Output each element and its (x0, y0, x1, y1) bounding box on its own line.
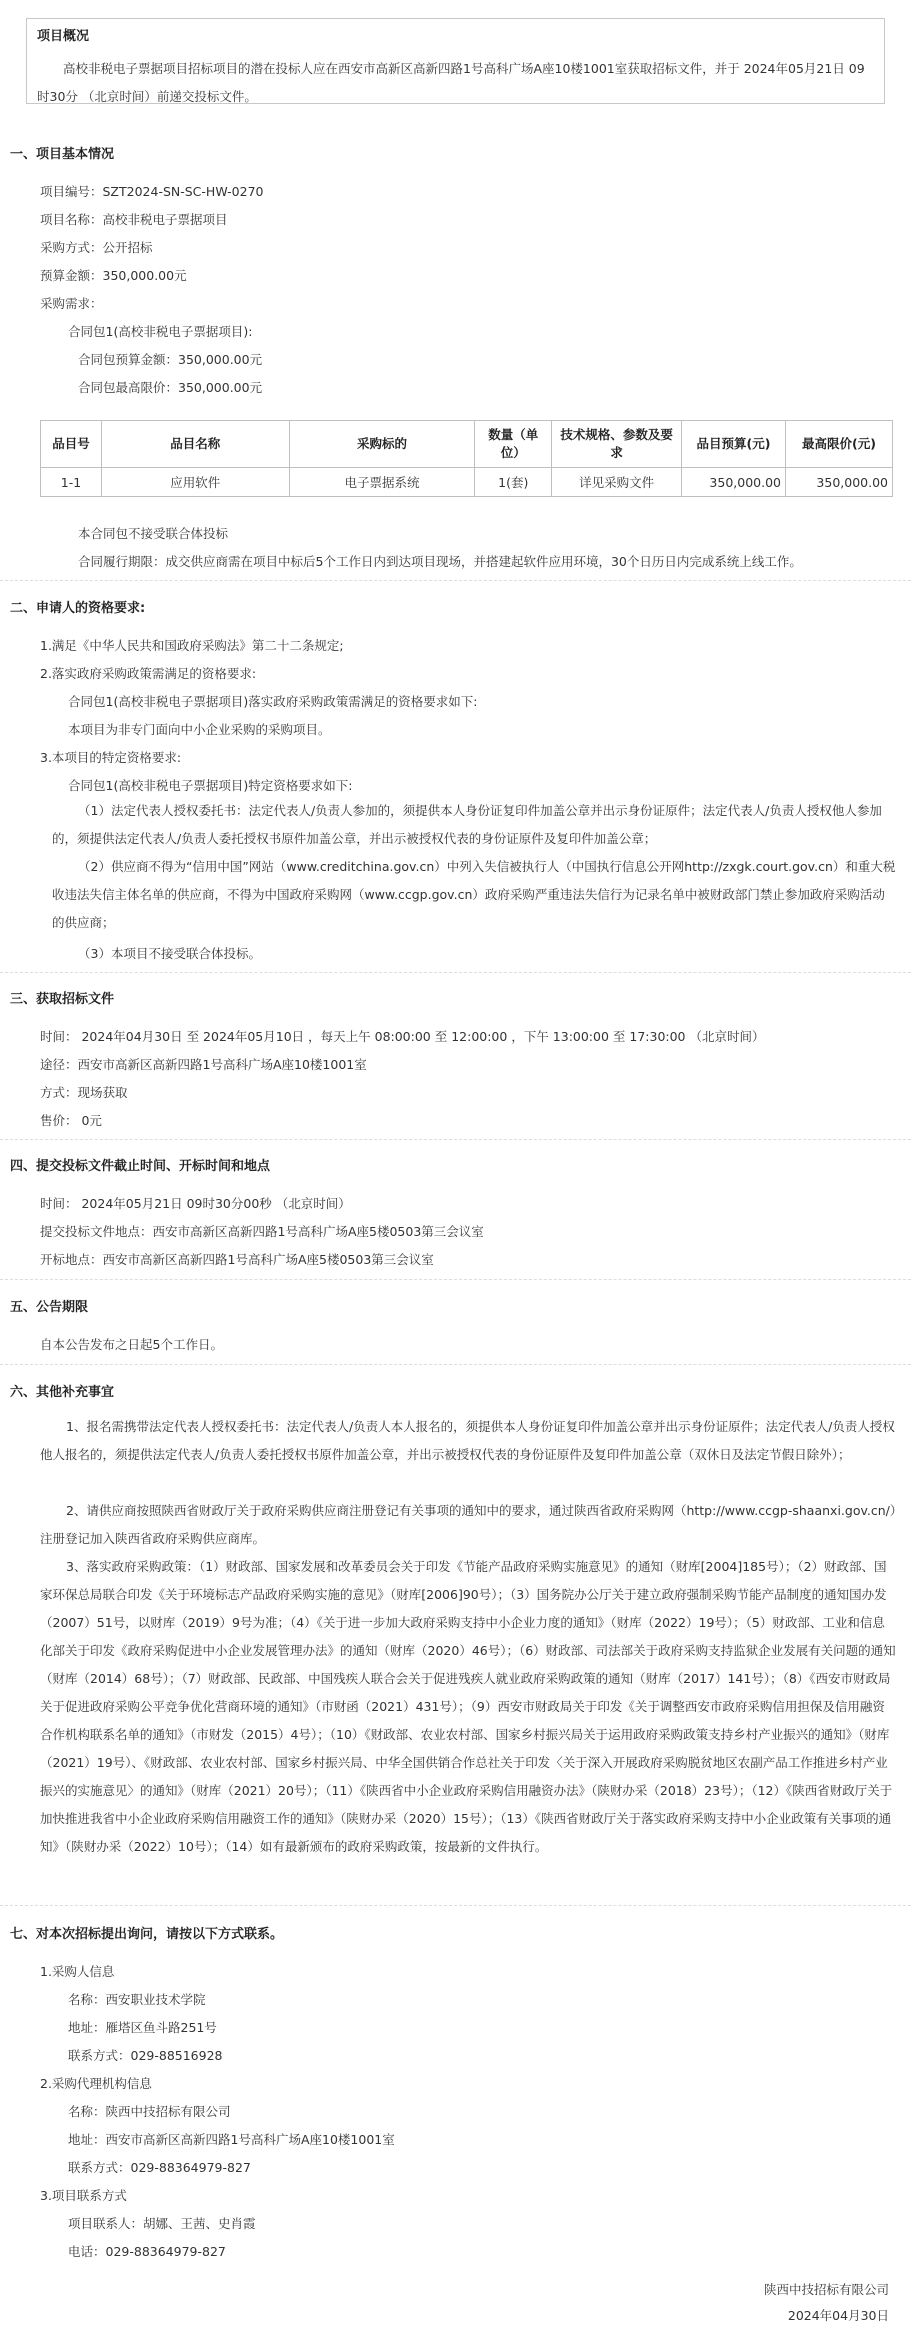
qualification-1: 1.满足《中华人民共和国政府采购法》第二十二条规定; (40, 638, 344, 653)
cell-max-price: 350,000.00 (786, 468, 893, 497)
qualification-2-package: 合同包1(高校非税电子票据项目)落实政府采购政策需满足的资格要求如下: (68, 694, 478, 709)
agent-address: 地址：西安市高新区高新四路1号高科广场A座10楼1001室 (68, 2132, 395, 2147)
purchaser-phone: 联系方式：029-88516928 (68, 2048, 223, 2063)
agent-title: 2.采购代理机构信息 (40, 2076, 152, 2091)
col-header-item-budget: 品目预算(元) (682, 421, 786, 468)
obtain-place: 途径：西安市高新区高新四路1号高科广场A座10楼1001室 (40, 1057, 367, 1072)
section-6-heading: 六、其他补充事宜 (10, 1385, 115, 1400)
col-header-subject: 采购标的 (289, 421, 475, 468)
cell-item-name: 应用软件 (101, 468, 289, 497)
table-row (41, 468, 893, 497)
agent-name: 名称：陕西中技招标有限公司 (68, 2104, 231, 2119)
col-header-specs: 技术规格、参数及要求 (552, 421, 682, 468)
agent-phone: 联系方式：029-88364979-827 (68, 2160, 251, 2175)
section-divider (0, 972, 911, 973)
cell-quantity: 1(套) (475, 468, 552, 497)
contract-package: 合同包1(高校非税电子票据项目): (68, 324, 253, 339)
cell-specs: 详见采购文件 (552, 468, 682, 497)
signature-date: 2024年04月30日 (787, 2308, 889, 2323)
obtain-method: 方式：现场获取 (40, 1085, 128, 1100)
contact-title: 3.项目联系方式 (40, 2188, 127, 2203)
project-name: 项目名称：高校非税电子票据项目 (40, 212, 228, 227)
section-1-heading: 一、项目基本情况 (10, 147, 115, 162)
opening-place: 开标地点：西安市高新区高新四路1号高科广场A座5楼0503第三会议室 (40, 1252, 434, 1267)
section-5-heading: 五、公告期限 (10, 1300, 89, 1315)
package-max-price: 合同包最高限价：350,000.00元 (78, 380, 263, 395)
cell-item-budget: 350,000.00 (682, 468, 786, 497)
supplement-2: 2、请供应商按照陕西省财政厅关于政府采购供应商注册登记有关事项的通知中的要求，通过陕西省政府采购网（http://www.ccgp-shaanxi.gov.cn/）注册登记加入陕西省政府采购供应商库。 (40, 1503, 897, 1546)
submit-place: 提交投标文件地点：西安市高新区高新四路1号高科广场A座5楼0503第三会议室 (40, 1224, 484, 1239)
section-divider (0, 580, 911, 581)
obtain-price: 售价： 0元 (40, 1113, 102, 1128)
qualification-3-item-2: （2）供应商不得为“信用中国”网站（www.creditchina.gov.cn）中列入失信被执行人（中国执行信息公开网http://zxgk.court.gov.cn）和重大税收违法失信主体名单的供应商，不得为中国政府采购网（www.ccgp.gov.cn）政府采购严重违法失信行为记录名单中被财政部门禁止参加政府采购活动的供应商； (52, 859, 896, 930)
purchaser-address: 地址：雁塔区鱼斗路251号 (68, 2020, 217, 2035)
section-3-heading: 三、获取招标文件 (10, 992, 115, 1007)
procurement-demand: 采购需求： (40, 296, 103, 311)
table-header-row (41, 421, 893, 468)
obtain-time: 时间： 2024年04月30日 至 2024年05月10日 ，每天上午 08:00:00 至 12:00:00 ，下午 13:00:00 至 17:30:00 （北京时间） (40, 1029, 765, 1044)
deadline-time: 时间： 2024年05月21日 09时30分00秒 （北京时间） (40, 1196, 351, 1211)
no-consortium-note: 本合同包不接受联合体投标 (78, 526, 229, 541)
budget-amount: 预算金额：350,000.00元 (40, 268, 187, 283)
section-divider (0, 1905, 911, 1906)
purchaser-title: 1.采购人信息 (40, 1964, 115, 1979)
cell-item-no: 1-1 (41, 468, 102, 497)
package-budget: 合同包预算金额：350,000.00元 (78, 352, 263, 367)
section-divider (0, 1139, 911, 1140)
col-header-item-name: 品目名称 (101, 421, 289, 468)
items-table (40, 420, 893, 497)
section-7-heading: 七、对本次招标提出询问，请按以下方式联系。 (10, 1927, 284, 1942)
supplement-3-policies: 3、落实政府采购政策：（1）财政部、国家发展和改革委员会关于印发《节能产品政府采购实施意见》的通知（财库[2004]185号）；（2）财政部、国家环保总局联合印发《关于环境标志产品政府采购实施的意见》（财库[2006]90号）；（3）国务院办公厅关于建立政府强制采购节能产品制度的通知国办发（2007）51号，以财库（2019）9号为准；（4）《关于进一步加大政府采购支持中小企业力度的通知》（财库（2022）19号）；（5）财政部、工业和信息化部关于印发《政府采购促进中小企业发展管理办法》的通知（财库（2020）46号）；（6）财政部、司法部关于政府采购支持监狱企业发展有关问题的通知（财库（2014）68号）；（7）财政部、民政部、中国残疾人联合会关于促进残疾人就业政府采购政策的通知（财库（2017）141号）；（8）《西安市财政局关于促进政府采购公平竞争优化营商环境的通知》（市财函（2021）431号）；（9）西安市财政局关于印发《关于调整西安市政府采购信用担保及信用融资合作机构联系名单的通知》（市财发（2015）4号）；（10）《财政部、农业农村部、国家乡村振兴局关于运用政府采购政策支持乡村产业振兴的通知》（财库（2021）19号）、《财政部、农业农村部、国家乡村振兴局、中华全国供销合作总社关于印发〈关于深入开展政府采购脱贫地区农副产品工作推进乡村产业振兴的实施意见〉的通知》（财库（2021）20号）；（11）《陕西省中小企业政府采购信用融资办法》（陕财办采（2018）23号）；（12）《陕西省财政厅关于加快推进我省中小企业政府采购信用融资工作的通知》（陕财办采（2020）15号）；（13）《陕西省财政厅关于落实政府采购支持中小企业政策有关事项的通知》（陕财办采（2022）10号）；（14）如有最新颁布的政府采购政策，按最新的文件执行。 (40, 1559, 896, 1854)
project-number: 项目编号：SZT2024-SN-SC-HW-0270 (40, 184, 264, 199)
qualification-3-item-3: （3）本项目不接受联合体投标。 (78, 946, 261, 961)
contact-people: 项目联系人：胡娜、王茜、史肖霞 (68, 2216, 256, 2231)
cell-subject: 电子票据系统 (289, 468, 475, 497)
section-divider (0, 1364, 911, 1365)
qualification-3: 3.本项目的特定资格要求: (40, 750, 182, 765)
procurement-method: 采购方式：公开招标 (40, 240, 153, 255)
section-2-heading: 二、申请人的资格要求: (10, 601, 146, 616)
qualification-3-package: 合同包1(高校非税电子票据项目)特定资格要求如下: (68, 778, 353, 793)
col-header-max-price: 最高限价(元) (786, 421, 893, 468)
overview-title: 项目概况 (37, 29, 90, 44)
signature-organization: 陕西中技招标有限公司 (763, 2282, 889, 2297)
qualification-3-item-1: （1）法定代表人授权委托书：法定代表人/负责人参加的，须提供本人身份证复印件加盖公章并出示身份证原件；法定代表人/负责人授权他人参加的，须提供法定代表人/负责人委托授权书原件加盖公章，并出示被授权代表的身份证原件及复印件加盖公章； (52, 803, 882, 846)
supplement-1: 1、报名需携带法定代表人授权委托书：法定代表人/负责人本人报名的，须提供本人身份证复印件加盖公章并出示身份证原件；法定代表人/负责人授权他人报名的，须提供法定代表人/负责人委托授权书原件加盖公章，并出示被授权代表的身份证原件及复印件加盖公章（双休日及法定节假日除外）； (40, 1419, 895, 1462)
qualification-2-detail: 本项目为非专门面向中小企业采购的采购项目。 (68, 722, 331, 737)
section-4-heading: 四、提交投标文件截止时间、开标时间和地点 (10, 1159, 271, 1174)
qualification-2: 2.落实政府采购政策需满足的资格要求: (40, 666, 257, 681)
announcement-period: 自本公告发布之日起5个工作日。 (40, 1337, 223, 1352)
purchaser-name: 名称：西安职业技术学院 (68, 1992, 206, 2007)
col-header-item-no: 品目号 (41, 421, 102, 468)
overview-text: 高校非税电子票据项目招标项目的潜在投标人应在西安市高新区高新四路1号高科广场A座10楼1001室获取招标文件，并于 2024年05月21日 09时30分 （北京时间）前递交投标文件。 (37, 61, 865, 104)
contact-phone: 电话：029-88364979-827 (68, 2244, 226, 2259)
section-divider (0, 1279, 911, 1280)
contract-period: 合同履行期限：成交供应商需在项目中标后5个工作日内到达项目现场，并搭建起软件应用环境，30个日历日内完成系统上线工作。 (78, 554, 802, 569)
col-header-quantity: 数量（单位） (475, 421, 552, 468)
overview-box (26, 18, 885, 104)
